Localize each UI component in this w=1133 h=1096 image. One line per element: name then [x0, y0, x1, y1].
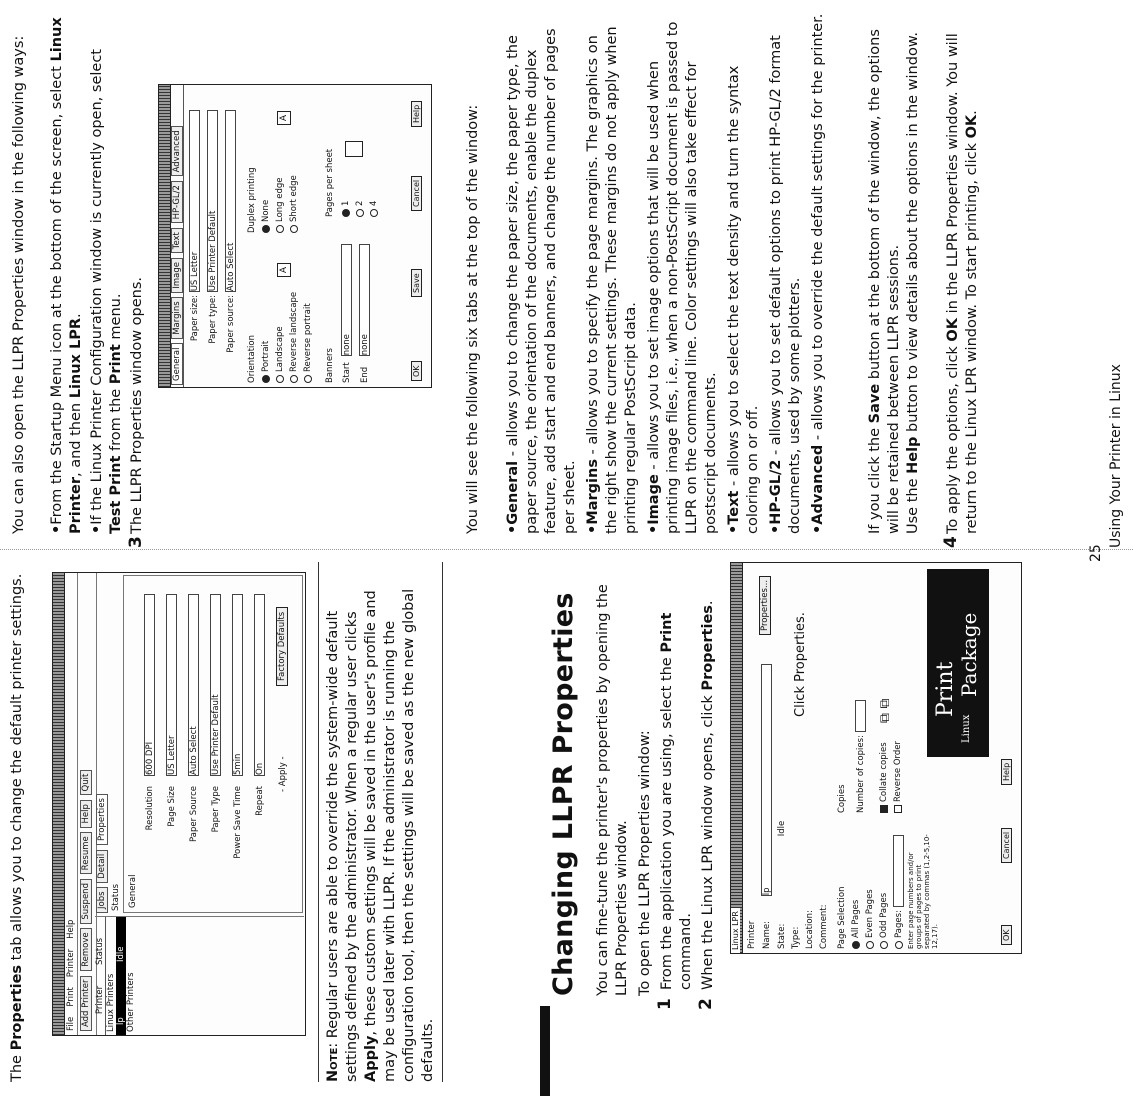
tab-properties[interactable]: Properties — [96, 794, 108, 845]
linux-lpr-screenshot — [730, 562, 1022, 954]
printer-status: Idle — [116, 946, 126, 962]
tab-description-item: •Advanced - allows you to override the default settings for the printer. — [810, 13, 826, 534]
bullet-config-window: •If the Linux Printer Configuration window is currently open, select Test Print from the Print menu. — [89, 49, 124, 534]
end-banner-row: End none — [359, 244, 370, 383]
menu-file[interactable]: File — [66, 1016, 76, 1031]
paper-source-row: Paper source: Auto Select — [225, 110, 236, 357]
duplex-short-edge-radio[interactable]: Short edge — [289, 175, 299, 233]
printer-label: Printer — [747, 920, 757, 949]
click-properties-callout: Click Properties. — [793, 612, 808, 717]
intro-paragraph: You can fine-tune the printer's properties by opening the LLPR Properties window. — [595, 584, 630, 996]
copies-label: Copies — [837, 784, 847, 813]
col-status: Status — [95, 937, 105, 965]
state-row: State: Idle — [777, 820, 787, 949]
location-label: Location: — [805, 910, 815, 949]
add-printer-button[interactable]: Add Printer — [80, 976, 92, 1031]
tab-description-item: •Image - allows you to set image options that will be used when printing image files, i.e., when a non-PostScript document is passed to LLPR on the command line. Color settings will also take effect for postscript documents. — [646, 21, 719, 534]
lpr-ok-button[interactable]: OK — [1001, 925, 1012, 945]
property-label: Paper Source — [189, 786, 199, 842]
properties-button[interactable]: Properties... — [759, 576, 771, 635]
printer-group-other[interactable]: Other Printers — [126, 972, 136, 1032]
paper-type-row: Paper type: Use Printer Default — [207, 110, 218, 347]
property-row — [166, 594, 177, 906]
llpr-ok-button[interactable]: OK — [411, 361, 422, 381]
suspend-button[interactable]: Suspend — [80, 879, 92, 924]
remove-button[interactable]: Remove — [80, 928, 92, 971]
general-section-label: General — [128, 874, 138, 908]
reverse-order-checkbox[interactable]: Reverse Order — [893, 741, 903, 813]
page-gutter — [0, 549, 1133, 550]
duplex-long-edge-radio[interactable]: Long edge — [275, 177, 285, 233]
start-banner-select[interactable]: none — [341, 244, 352, 356]
tab-description-item: •Margins - allows you to specify the page margins. The graphics on the right show the current settings. These margins do not apply when printing regular PostScript data. — [585, 26, 639, 534]
orientation-preview-icon: A — [277, 263, 291, 277]
property-row — [254, 594, 265, 906]
step-3-text: The LLPR Properties window opens. — [129, 276, 145, 534]
step-1-number: 1 — [655, 998, 675, 1010]
property-label: Power Save Time — [233, 786, 243, 859]
property-row — [144, 594, 155, 906]
tab-description-item: •HP-GL/2 - allows you to set default options to print HP-GL/2 format documents, used by some plotters. — [768, 35, 803, 534]
reverse-landscape-radio[interactable]: Reverse landscape — [289, 292, 299, 383]
property-row — [210, 594, 221, 906]
duplex-preview-icon: A — [277, 111, 291, 125]
step-2-text: When the Linux LPR window opens, click Properties. — [700, 600, 716, 990]
property-select[interactable]: Use Printer Default — [210, 594, 221, 776]
start-banner-row: Start none — [341, 244, 352, 383]
save-paragraph: If you click the Save button at the bottom of the window, the options will be retained between LLPR sessions. — [867, 29, 902, 534]
window-titlebar — [53, 573, 65, 1035]
llpr-save-button[interactable]: Save — [411, 269, 422, 297]
name-row: Name: lp — [761, 664, 772, 949]
property-select[interactable]: 5min — [232, 594, 243, 776]
property-row — [232, 594, 243, 906]
number-of-copies: Number of copies: — [855, 700, 866, 813]
tabs-intro: You will see the following six tabs at the top of the window: — [465, 104, 481, 534]
comment-label: Comment: — [819, 904, 829, 949]
landscape-radio[interactable]: Landscape — [275, 326, 285, 383]
orientation-label: Orientation — [247, 335, 257, 383]
paper-size-row: Paper size: US Letter — [189, 110, 200, 347]
resume-button[interactable]: Resume — [80, 832, 92, 874]
pps-preview-icon — [345, 141, 363, 157]
note-paragraph: Note: Regular users are able to override the system-wide default settings defined by the administrator. When a regular user clicks Apply, these custom settings will be saved in the user's profile and may be used later with LLPR. If the administrator is running the configuration tool, then the settings will be saved as the new global defaults. — [325, 588, 436, 1082]
running-title: Using Your Printer in Linux — [1108, 364, 1124, 548]
properties-panel — [123, 575, 303, 913]
help-paragraph: Use the Help button to view details about the options in the window. — [905, 32, 921, 534]
tab-description-item: •General - allows you to change the paper size, the paper type, the paper source, the orientation of the documents, enable the duplex feature, add start and end banners, and change the number of pages per sheet. — [505, 28, 578, 534]
all-pages-radio[interactable]: All Pages — [851, 900, 861, 949]
section-heading: Changing LLPR Properties — [548, 592, 579, 996]
step-1-text: From the application you are using, select the Print command. — [659, 612, 694, 990]
printer-name-field[interactable]: lp — [761, 664, 772, 896]
llpr-properties-screenshot — [158, 84, 432, 388]
tab-detail[interactable]: Detail — [96, 850, 108, 883]
quit-button[interactable]: Quit — [80, 770, 92, 796]
factory-defaults-button[interactable]: Factory Defaults — [276, 607, 288, 686]
col-printer: Printer — [95, 985, 105, 1015]
step-4-number: 4 — [941, 536, 961, 548]
menu-help[interactable]: Help — [66, 919, 76, 939]
pps-1-radio[interactable]: 1 — [341, 201, 351, 217]
status-group-label: Status — [111, 883, 121, 911]
pps-4-radio[interactable]: 4 — [369, 201, 379, 217]
lpr-help-button[interactable]: Help — [1001, 759, 1012, 785]
even-pages-radio[interactable]: Even Pages — [865, 889, 875, 949]
step-2-number: 2 — [696, 998, 716, 1010]
open-instructions: To open the LLPR Properties window: — [637, 730, 653, 996]
bullet-startup-menu: •From the Startup Menu icon at the bottom of the screen, select Linux Printer, and then Linux LPR. — [49, 17, 84, 534]
collate-checkbox[interactable]: Collate copies — [879, 742, 889, 813]
banners-label: Banners — [325, 348, 335, 383]
tab-margins[interactable]: Margins — [171, 297, 183, 338]
property-label: Page Size — [167, 786, 177, 827]
tab-general[interactable]: General — [171, 344, 183, 386]
property-select[interactable]: On — [254, 594, 265, 776]
property-label: Resolution — [145, 786, 155, 831]
property-label: Paper Type — [211, 786, 221, 833]
llpr-help-button[interactable]: Help — [411, 101, 422, 127]
pps-2-radio[interactable]: 2 — [355, 201, 365, 217]
pages-hint: Enter page numbers and/or groups of pages to print separated by commas (1,2-5,10-12,17). — [907, 834, 939, 949]
menu-bar — [65, 573, 78, 1035]
collate-pages-icon: ⧉ ⧉ — [877, 698, 893, 723]
apply-button[interactable]: - Apply - — [278, 756, 288, 792]
portrait-radio[interactable]: Portrait — [261, 341, 271, 383]
left-page — [0, 544, 1133, 1096]
printer-properties-screenshot — [52, 572, 306, 1036]
property-label: Repeat — [255, 786, 265, 816]
odd-pages-radio[interactable]: Odd Pages — [879, 893, 889, 949]
properties-intro: The Properties tab allows you to change the default printer settings. — [9, 573, 25, 1082]
menu-print[interactable]: Print — [66, 987, 76, 1007]
property-select[interactable]: 600 DPI — [144, 594, 155, 776]
tab-hpgl2[interactable]: HP-GL/2 — [171, 181, 183, 223]
type-label: Type: — [791, 926, 801, 949]
step-3-number: 3 — [126, 536, 146, 548]
property-row — [188, 594, 199, 906]
help-button[interactable]: Help — [80, 800, 92, 827]
tab-advanced[interactable]: Advanced — [171, 126, 183, 176]
step-4-text: To apply the options, click OK in the LLPR Properties window. You will return to the Linux LPR window. To start printing, click OK. — [945, 33, 980, 534]
end-banner-select[interactable]: none — [359, 244, 370, 356]
paper-source-select[interactable]: Auto Select — [225, 110, 236, 292]
note-rule-bottom — [442, 562, 443, 1082]
tab-strip — [96, 792, 108, 913]
alt-intro: You can also open the LLPR Properties window in the following ways: — [11, 35, 27, 534]
tab-description-item: •Text - allows you to select the text density and turn the syntax coloring on or off. — [726, 65, 761, 534]
state-value: Idle — [777, 820, 787, 837]
printer-name: lp — [116, 1017, 126, 1025]
duplex-label: Duplex printing — [247, 167, 257, 233]
page-selection-label: Page Selection — [837, 886, 847, 949]
property-select[interactable]: US Letter — [166, 594, 177, 776]
linux-print-package-logo: Linux Print Package — [927, 569, 989, 757]
paper-size-select[interactable]: US Letter — [189, 110, 200, 292]
pages-per-sheet-label: Pages per sheet — [325, 148, 335, 217]
duplex-none-radio[interactable]: None — [261, 200, 271, 233]
printer-group-linux[interactable]: Linux Printers — [106, 973, 116, 1032]
pages-field[interactable] — [893, 835, 904, 907]
lpr-cancel-button[interactable]: Cancel — [1001, 828, 1012, 863]
menu-printer[interactable]: Printer — [66, 948, 76, 978]
lpr-titlebar — [731, 563, 743, 953]
reverse-portrait-radio[interactable]: Reverse portrait — [303, 303, 313, 383]
llpr-tab-strip — [171, 85, 184, 387]
llpr-titlebar — [159, 85, 171, 387]
page-number: 25 — [1088, 544, 1104, 562]
tab-image[interactable]: Image — [171, 258, 183, 293]
pages-radio[interactable]: Pages: — [893, 835, 904, 949]
tab-jobs[interactable]: Jobs — [96, 887, 108, 913]
paper-type-select[interactable]: Use Printer Default — [207, 110, 218, 292]
tab-descriptions — [504, 10, 832, 534]
tab-text[interactable]: Text — [171, 228, 183, 253]
section-marker-bar — [540, 1006, 550, 1096]
property-select[interactable]: Auto Select — [188, 594, 199, 776]
lpr-title: Linux LPR — [731, 908, 740, 953]
llpr-cancel-button[interactable]: Cancel — [411, 176, 422, 211]
note-rule-top — [318, 562, 319, 1082]
printer-list — [95, 916, 304, 1035]
printer-row-lp[interactable] — [116, 917, 126, 1035]
copies-spinner[interactable] — [855, 700, 866, 732]
